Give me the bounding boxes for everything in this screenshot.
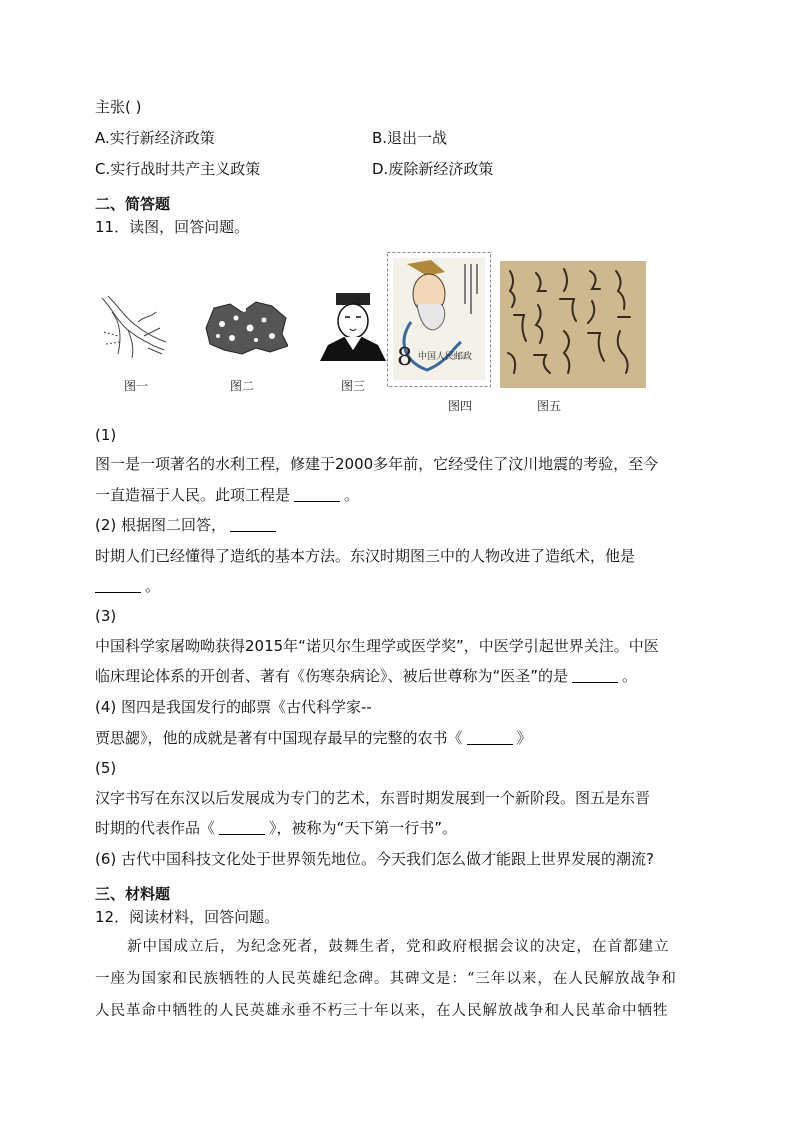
- figure-3-caption: 图三: [341, 379, 366, 393]
- answer-blank-3[interactable]: [572, 667, 618, 683]
- figure-5-caption: 图五: [537, 399, 562, 413]
- stamp-value: 8: [397, 343, 413, 371]
- question-10-stem-tail: 主张( ): [95, 98, 142, 116]
- sub-question-3-text: 中国科学家屠呦呦获得2015年“诺贝尔生理学或医学奖”，中医学引起世界关注。中医: [95, 637, 659, 655]
- sub-question-5-text: 汉字书写在东汉以后发展成为专门的艺术，东晋时期发展到一个新阶段。图五是东晋: [95, 789, 651, 807]
- answer-blank-2a[interactable]: [230, 516, 276, 532]
- figure-2-paper-fragment: [202, 298, 288, 356]
- sub-question-1-line2: 一直造福于人民。此项工程是 。: [95, 486, 360, 504]
- sub-question-1-text: 图一是一项著名的水利工程，修建于2000多年前，它经受住了汶川地震的考验，至今: [95, 455, 659, 473]
- figure-5-calligraphy: [500, 261, 646, 388]
- option-b: B.退出一战: [372, 129, 448, 147]
- sub-question-2-line2: 。: [95, 576, 160, 596]
- figure-1-dujiangyan-map: [98, 292, 168, 360]
- answer-blank-1[interactable]: [294, 486, 340, 502]
- option-c: C.实行战时共产主义政策: [95, 160, 261, 178]
- sub-question-4-text: 贾思勰》，他的成就是著有中国现存最早的完整的农书《 》: [95, 729, 532, 747]
- sub-question-1-number: (1): [95, 426, 117, 444]
- material-line-1: 新中国成立后，为纪念死者，鼓舞生者，党和政府根据会议的决定，在首都建立: [127, 939, 670, 955]
- question-12-intro: 12．阅读材料，回答问题。: [95, 908, 280, 926]
- option-a: A.实行新经济政策: [95, 129, 215, 147]
- figure-2-caption: 图二: [230, 379, 255, 393]
- sub-question-4-head: (4) 图四是我国发行的邮票《古代科学家--: [95, 698, 372, 716]
- stamp-issuer: 中国人民邮政: [418, 352, 473, 362]
- figure-3-cai-lun-portrait: [318, 291, 386, 361]
- answer-blank-4[interactable]: [467, 729, 513, 745]
- sub-question-3-number: (3): [95, 607, 117, 625]
- section-2-title: 二、简答题: [95, 195, 171, 213]
- material-line-3: 人民革命中牺牲的人民英雄永垂不朽三十年以来，在人民解放战争和人民革命中牺牲: [95, 1003, 669, 1019]
- sub-question-2-text: 时期人们已经懂得了造纸的基本方法。东汉时期图三中的人物改进了造纸术，他是: [95, 547, 636, 565]
- sub-question-2-head: (2) 根据图二回答，: [95, 515, 280, 535]
- sub-question-5-number: (5): [95, 759, 117, 777]
- question-11-intro: 11．读图，回答问题。: [95, 218, 250, 236]
- figure-1-caption: 图一: [124, 379, 149, 393]
- sub-question-6-text: (6) 古代中国科技文化处于世界领先地位。今天我们怎么做才能跟上世界发展的潮流?: [95, 850, 654, 868]
- answer-blank-2b[interactable]: [95, 577, 141, 593]
- sub-question-3-line2: 临床理论体系的开创者、著有《伤寒杂病论》、被后世尊称为“医圣”的是 。: [95, 667, 638, 685]
- section-3-title: 三、材料题: [95, 885, 171, 903]
- option-d: D.废除新经济政策: [372, 160, 494, 178]
- answer-blank-5[interactable]: [219, 819, 265, 835]
- figure-4-caption: 图四: [448, 399, 473, 413]
- material-line-2: 一座为国家和民族牺牲的人民英雄纪念碑。其碑文是：“三年以来，在人民解放战争和: [95, 971, 677, 987]
- sub-question-5-line2: 时期的代表作品《 》，被称为“天下第一行书”。: [95, 819, 458, 837]
